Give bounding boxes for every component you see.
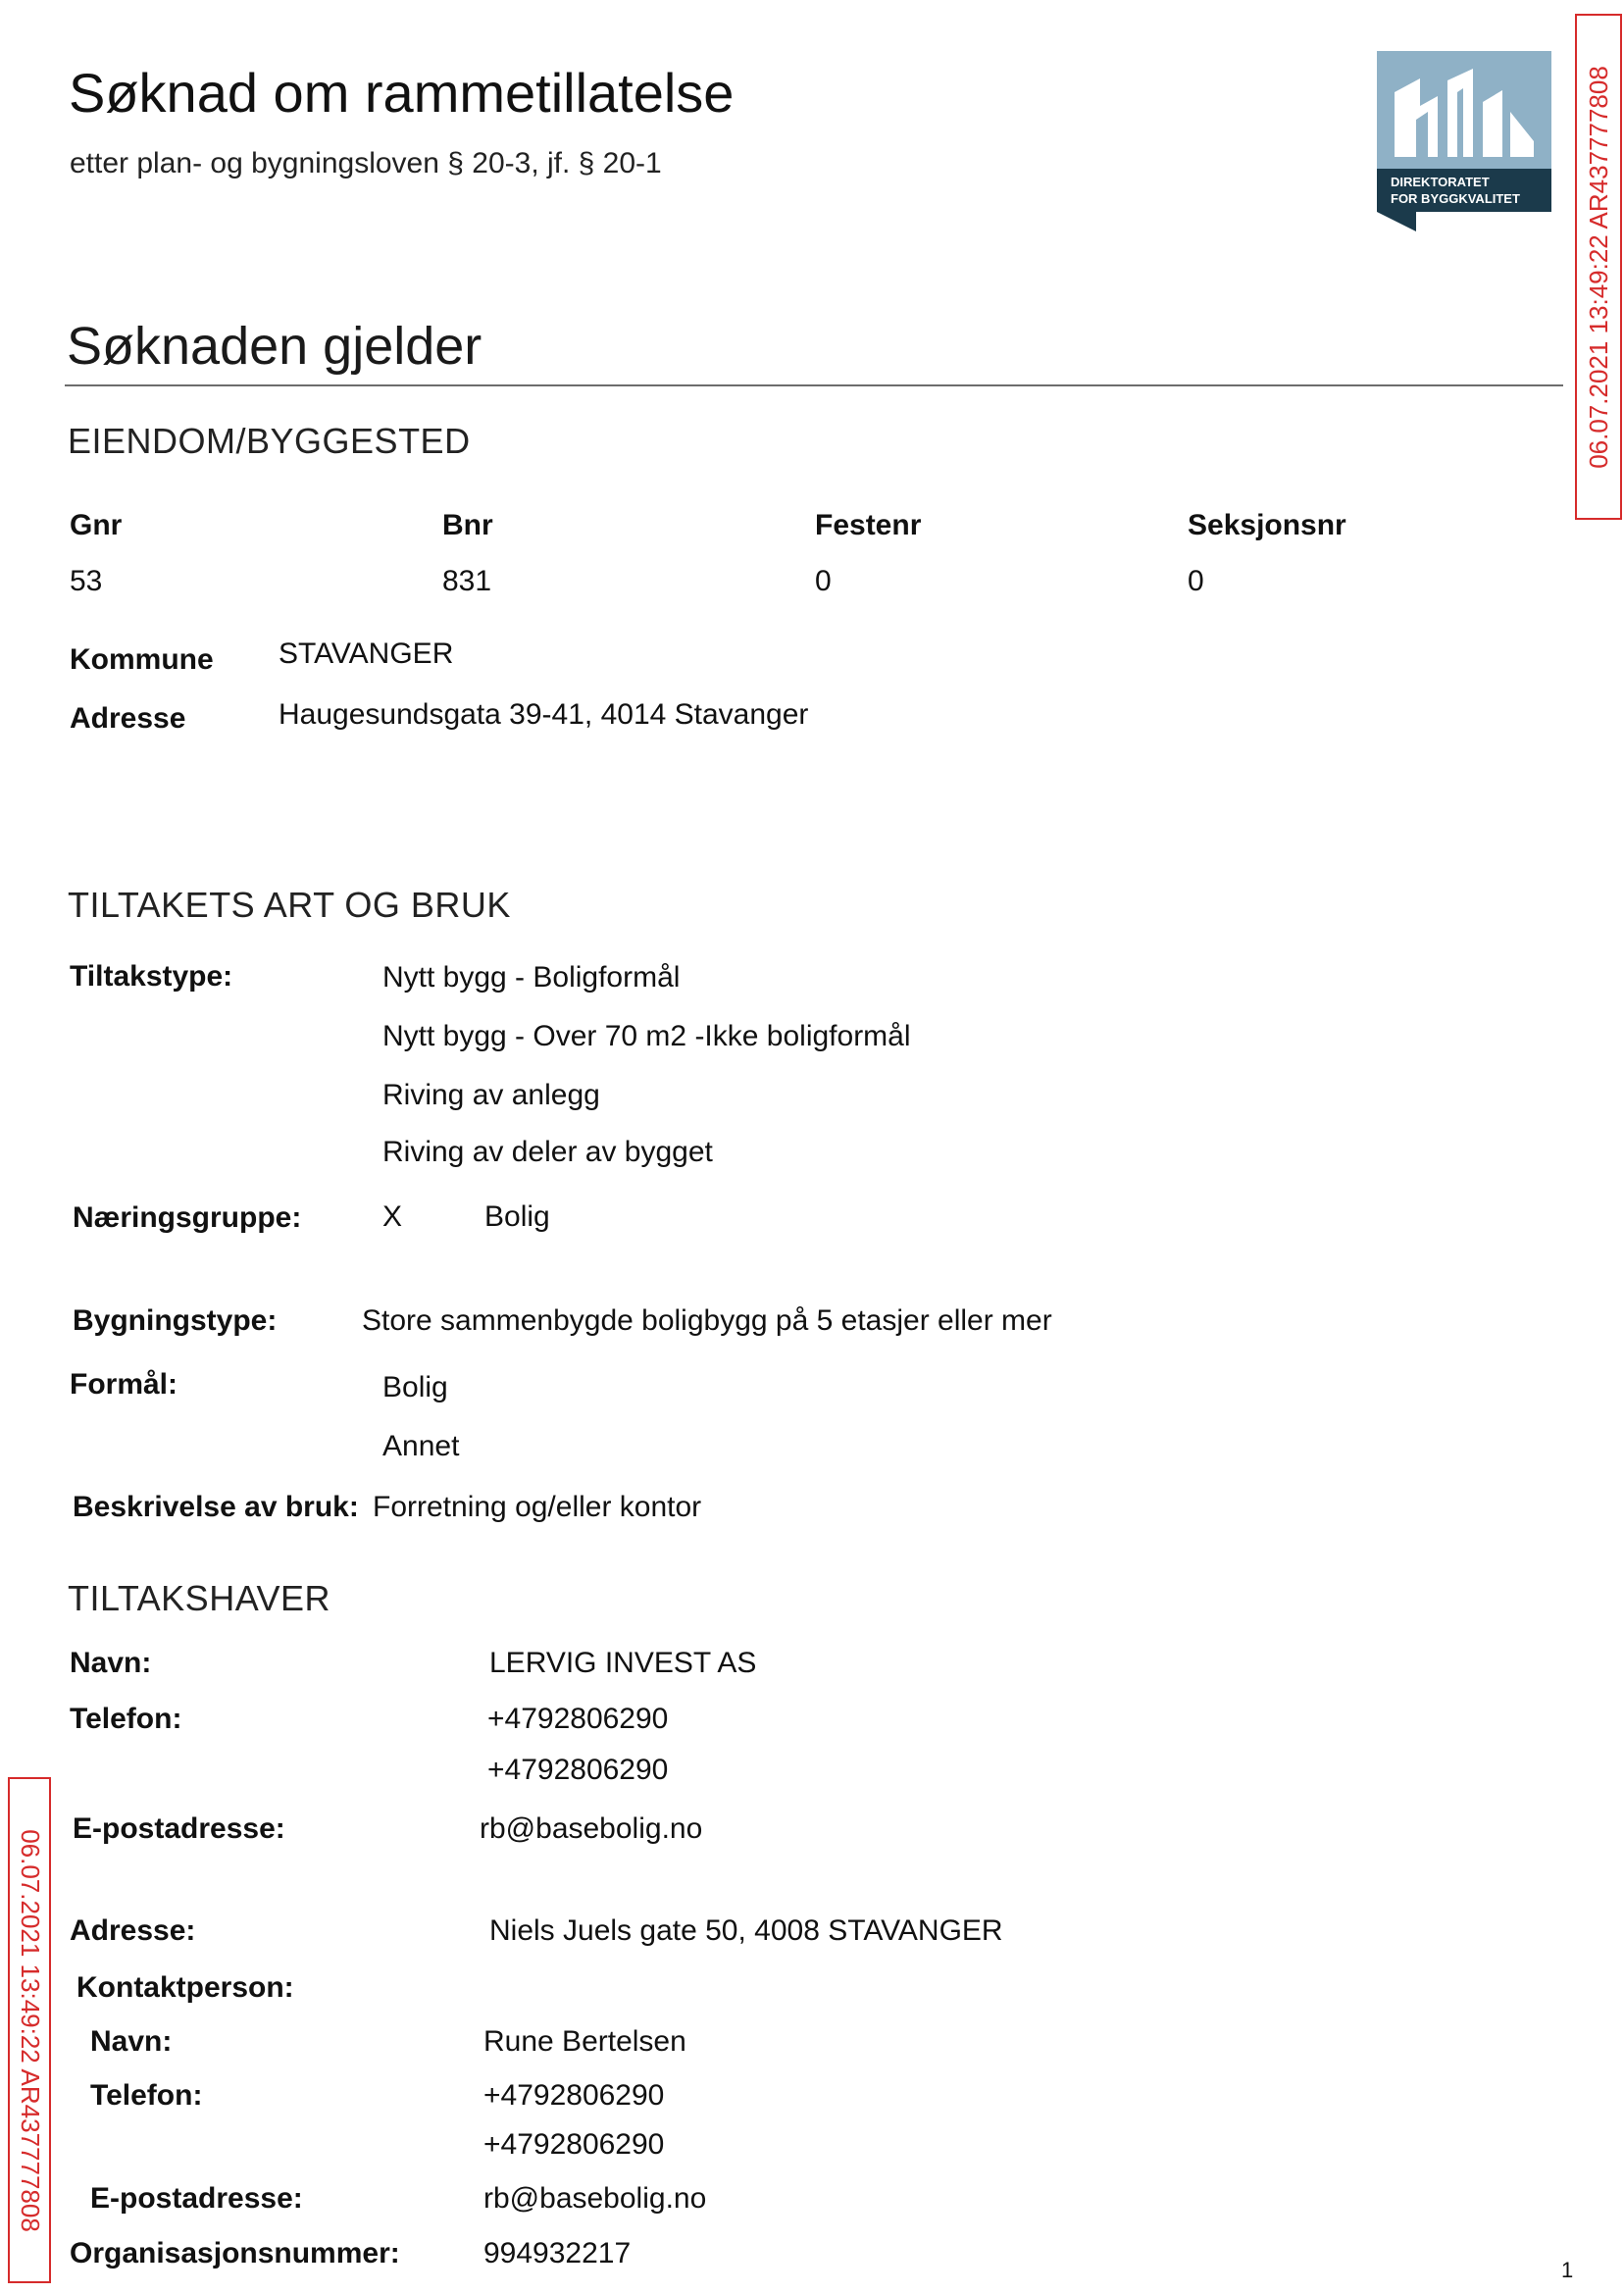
- tiltakstype-item: Nytt bygg - Boligformål: [382, 961, 681, 994]
- stamp-text: 06.07.2021 13:49:22 AR437777808: [15, 1828, 45, 2232]
- naeringsgruppe-code: X: [382, 1200, 403, 1233]
- tiltakshaver-adresse-label: Adresse:: [70, 1914, 196, 1947]
- document-subtitle: etter plan- og bygningsloven § 20-3, jf. § 20-1: [70, 147, 662, 179]
- logo-line2: FOR BYGGKVALITET: [1391, 191, 1520, 206]
- section-title: Søknaden gjelder: [67, 317, 482, 376]
- tiltakshaver-telefon: +4792806290: [487, 1754, 669, 1786]
- tiltakshaver-navn: LERVIG INVEST AS: [489, 1647, 757, 1679]
- naeringsgruppe-value: Bolig: [484, 1200, 550, 1233]
- tiltakshaver-heading: TILTAKSHAVER: [68, 1578, 331, 1618]
- bygningstype-label: Bygningstype:: [73, 1304, 278, 1337]
- stamp-text: 06.07.2021 13:49:22 AR437777808: [1583, 65, 1613, 469]
- kontakt-navn-label: Navn:: [90, 2025, 173, 2058]
- tiltakstype-item: Riving av deler av bygget: [382, 1136, 713, 1168]
- kommune-label: Kommune: [70, 643, 214, 676]
- adresse-value: Haugesundsgata 39-41, 4014 Stavanger: [279, 698, 809, 731]
- festenr-value: 0: [815, 565, 832, 597]
- document-title: Søknad om rammetillatelse: [69, 62, 735, 124]
- adresse-label: Adresse: [70, 702, 186, 735]
- dibk-logo-icon: [1377, 51, 1551, 243]
- tiltakstype-label: Tiltakstype:: [70, 960, 233, 993]
- formal-item: Bolig: [382, 1371, 448, 1403]
- eiendom-heading: EIENDOM/BYGGESTED: [68, 421, 471, 461]
- bnr-value: 831: [442, 565, 492, 597]
- tiltakshaver-telefon: +4792806290: [487, 1703, 669, 1735]
- organisasjonsnummer-value: 994932217: [483, 2237, 632, 2269]
- festenr-label: Festenr: [815, 509, 922, 541]
- page-number: 1: [1561, 2258, 1574, 2282]
- tiltakstype-item: Riving av anlegg: [382, 1079, 600, 1111]
- beskrivelse-label: Beskrivelse av bruk:: [73, 1491, 359, 1523]
- bnr-label: Bnr: [442, 509, 493, 541]
- section-divider: [65, 384, 1563, 386]
- kontaktperson-label: Kontaktperson:: [76, 1971, 294, 2004]
- kontakt-telefon-label: Telefon:: [90, 2079, 203, 2112]
- kontakt-epost: rb@basebolig.no: [483, 2182, 707, 2215]
- tiltakshaver-adresse: Niels Juels gate 50, 4008 STAVANGER: [489, 1914, 1003, 1947]
- dibk-logo: [1377, 51, 1551, 243]
- formal-label: Formål:: [70, 1368, 178, 1401]
- seksjonsnr-value: 0: [1188, 565, 1204, 597]
- kontakt-epost-label: E-postadresse:: [90, 2182, 303, 2215]
- logo-line1: DIREKTORATET: [1391, 175, 1490, 189]
- bygningstype-value: Store sammenbygde boligbygg på 5 etasjer eller mer: [362, 1304, 1052, 1337]
- kontakt-navn: Rune Bertelsen: [483, 2025, 686, 2058]
- kommune-value: STAVANGER: [279, 637, 454, 670]
- tiltakshaver-navn-label: Navn:: [70, 1647, 152, 1679]
- tiltakshaver-telefon-label: Telefon:: [70, 1703, 182, 1735]
- kontakt-telefon: +4792806290: [483, 2079, 665, 2112]
- receipt-stamp-bottom: [8, 1777, 51, 2283]
- tiltakshaver-epost-label: E-postadresse:: [73, 1812, 285, 1845]
- tiltak-heading: TILTAKETS ART OG BRUK: [68, 885, 511, 925]
- tiltakshaver-epost: rb@basebolig.no: [480, 1812, 703, 1845]
- tiltakstype-item: Nytt bygg - Over 70 m2 -Ikke boligformål: [382, 1020, 911, 1052]
- beskrivelse-value: Forretning og/eller kontor: [373, 1491, 702, 1523]
- kontakt-telefon: +4792806290: [483, 2128, 665, 2161]
- naeringsgruppe-label: Næringsgruppe:: [73, 1201, 302, 1234]
- gnr-value: 53: [70, 565, 103, 597]
- gnr-label: Gnr: [70, 509, 123, 541]
- organisasjonsnummer-label: Organisasjonsnummer:: [70, 2237, 400, 2269]
- formal-item: Annet: [382, 1430, 460, 1462]
- receipt-stamp-top: [1575, 14, 1622, 520]
- seksjonsnr-label: Seksjonsnr: [1188, 509, 1346, 541]
